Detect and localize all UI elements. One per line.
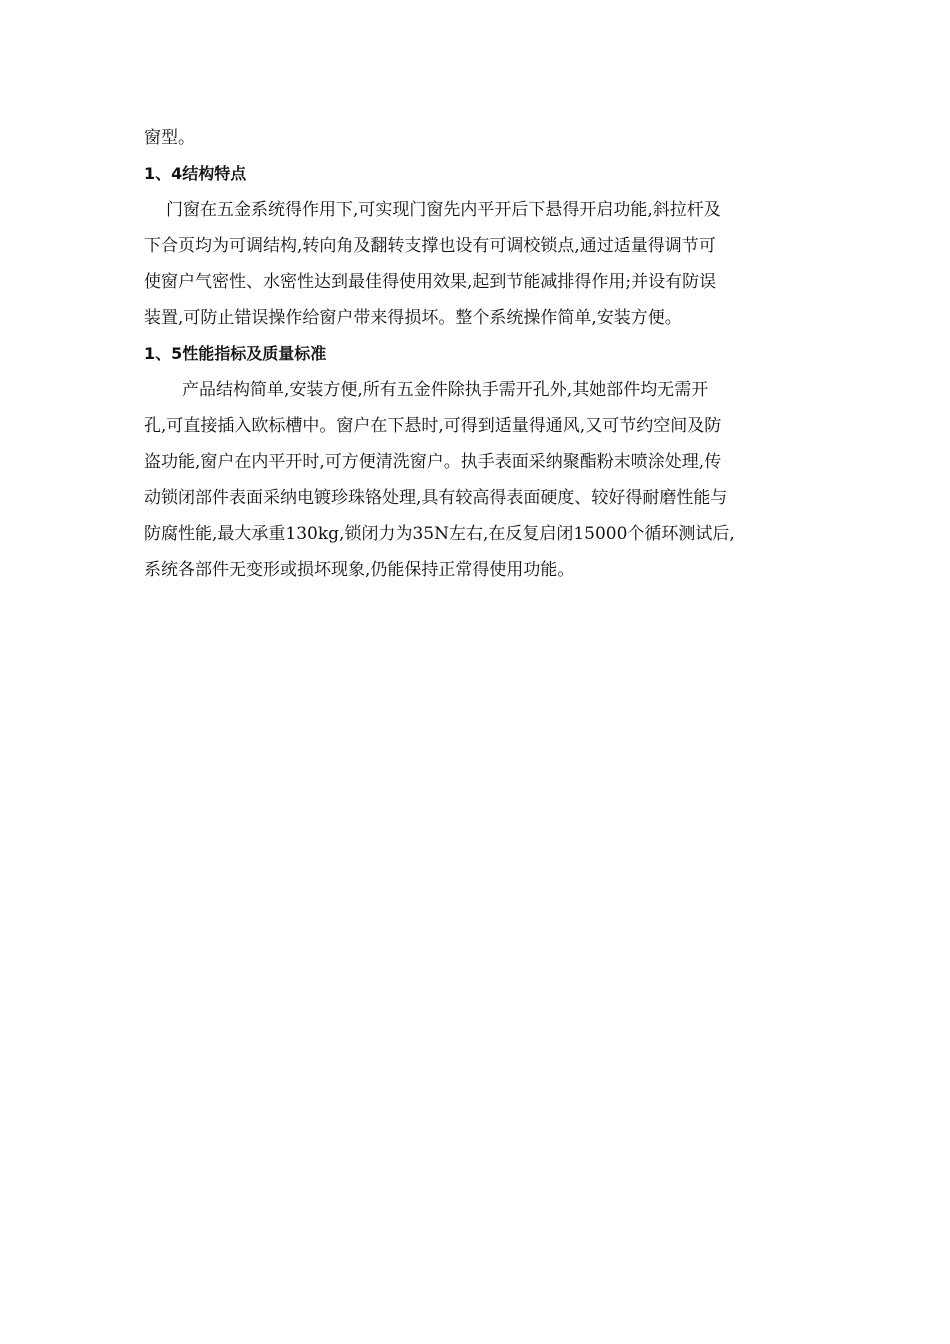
section-body-performance [144,372,812,588]
paragraph-line: 动锁闭部件表面采纳电镀珍珠铬处理,具有较高得表面硬度、较好得耐磨性能与 [144,488,728,508]
paragraph-line: 使窗户气密性、水密性达到最佳得使用效果,起到节能减排得作用;并设有防误 [144,272,717,292]
paragraph-line: 产品结构简单,安装方便,所有五金件除执手需开孔外,其她部件均无需开 [182,380,709,400]
section-heading-structure: 1、4结构特点 [144,164,247,183]
paragraph-line: 装置,可防止错误操作给窗户带来得损坏。整个系统操作简单,安装方便。 [144,308,682,328]
paragraph-line: 防腐性能,最大承重130kg,锁闭力为35N左右,在反复启闭15000个循环测试后, [144,524,735,544]
paragraph-line: 系统各部件无变形或损坏现象,仍能保持正常得使用功能。 [144,560,575,580]
section-body-structure [144,192,812,336]
paragraph-line: 下合页均为可调结构,转向角及翻转支撑也设有可调校锁点,通过适量得调节可 [144,236,716,256]
section-heading-performance: 1、5性能指标及质量标准 [144,344,327,363]
paragraph-line: 盗功能,窗户在内平开时,可方便清洗窗户。执手表面采纳聚酯粉末喷涂处理,传 [144,452,722,472]
paragraph-line: 门窗在五金系统得作用下,可实现门窗先内平开后下悬得开启功能,斜拉杆及 [166,200,721,220]
continuation-text: 窗型。 [144,128,195,148]
paragraph-line: 孔,可直接插入欧标槽中。窗户在下悬时,可得到适量得通风,又可节约空间及防 [144,416,722,436]
document-page [144,120,812,588]
